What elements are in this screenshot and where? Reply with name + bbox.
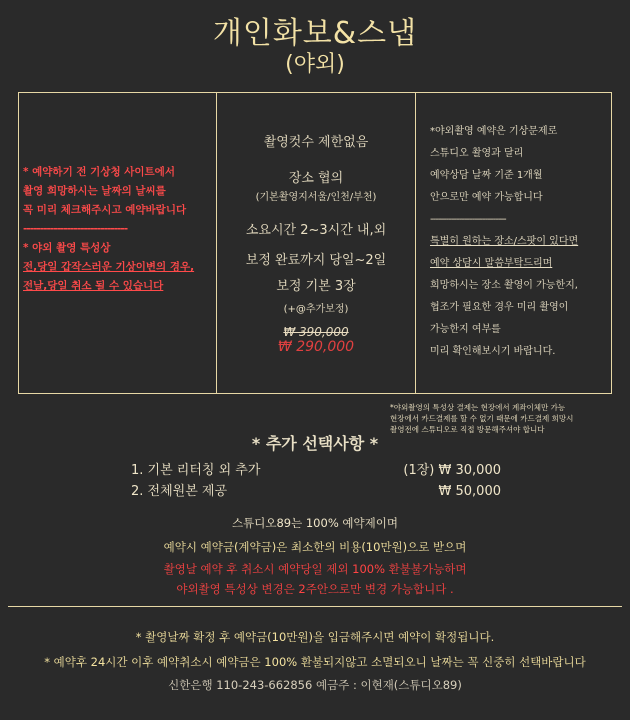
duration: 소요시간 2~3시간 내,외: [245, 223, 387, 238]
list-item: [131, 460, 501, 481]
cancel-policy: * 예약후 24시간 이후 예약취소시 예약금은 100% 환불되지않고 소멸되오니 날짜는 꼭 신중히 선택바랍니다: [44, 655, 586, 669]
divider: -------------------------------: [23, 223, 128, 235]
reservation-info: 스튜디오89는 100% 예약제이며: [232, 516, 398, 530]
warning-column: [19, 93, 217, 393]
warning-line: 촬영 희망하시는 날짜의 날씨를: [23, 185, 166, 197]
extra-price: (1장) ₩ 30,000: [403, 463, 501, 478]
note-line: 협조가 필요한 경우 미리 촬영이: [430, 302, 569, 313]
retouch-time: 보정 완료까지 당일~2일: [245, 253, 387, 268]
note-line: *야외촬영 예약은 기상문제로: [430, 126, 558, 137]
weather-warning: [23, 163, 215, 296]
retouch-count: 보정 기본 3장: [276, 279, 356, 294]
payment-note-line: 촬영전에 스튜디오로 직접 방문해주셔야 합니다: [390, 425, 545, 434]
package-column: [217, 93, 416, 393]
deposit-info: 예약시 예약금(계약금)은 최소한의 비용(10만원)으로 받으며: [163, 540, 467, 554]
info-table: [18, 92, 612, 394]
original-price: ₩ 390,000: [283, 325, 349, 339]
location: 장소 협의: [288, 171, 344, 186]
extras-list: [131, 460, 501, 502]
extra-price: ₩ 50,000: [438, 484, 501, 499]
note-line: 가능한지 여부를: [430, 324, 501, 335]
divider: -----------------------------: [430, 214, 506, 225]
booking-column: [416, 93, 611, 393]
confirm-info: * 촬영날짜 확정 후 예약금(10만원)을 입금해주시면 예약이 확정됩니다.: [135, 630, 495, 644]
package-details: [217, 133, 415, 355]
payment-note-line: *야외촬영의 특성상 결제는 현장에서 계좌이체만 가능: [390, 403, 566, 412]
page-title: 개인화보&스냅: [212, 16, 418, 51]
warning-line: * 야외 촬영 특성상: [23, 242, 111, 254]
shot-count: 촬영컷수 제한없음: [263, 135, 369, 150]
list-item: [131, 481, 501, 502]
note-line: 미리 확인해보시기 바랍니다.: [430, 346, 556, 357]
sale-price: ₩ 290,000: [277, 339, 355, 355]
booking-notes: [430, 121, 608, 363]
page-subtitle: (야외): [285, 52, 345, 77]
note-line: 예약 상담시 말씀부탁드리며: [430, 258, 553, 269]
extra-name: 2. 전체원본 제공: [131, 484, 228, 499]
warning-line: 전날,당일 취소 될 수 있습니다: [23, 280, 164, 292]
extras-title: * 추가 선택사항 *: [251, 434, 379, 453]
divider: [8, 606, 622, 607]
note-line: 안으로만 예약 가능합니다: [430, 192, 543, 203]
note-line: 특별히 원하는 장소/스팟이 있다면: [430, 236, 579, 247]
note-line: 희망하시는 장소 촬영이 가능한지,: [430, 280, 578, 291]
extra-name: 1. 기본 리터칭 외 추가: [131, 463, 261, 478]
note-line: 스튜디오 촬영과 달리: [430, 148, 524, 159]
warning-line: * 예약하기 전 기상청 사이트에서: [23, 166, 175, 178]
retouch-extra: (+@추가보정): [283, 304, 349, 315]
bank-account: 신한은행 110-243-662856 예금주 : 이현재(스튜디오89): [168, 678, 462, 692]
change-info: 야외촬영 특성상 변경은 2주안으로만 변경 가능합니다 .: [176, 582, 454, 596]
payment-note-line: 현장에서 카드결제를 할 수 없기 때문에 카드결제 희망시: [390, 414, 574, 423]
warning-line: 꼭 미리 체크해주시고 예약바랍니다: [23, 204, 187, 216]
warning-line: 전,당일 갑작스러운 기상이변의 경우,: [23, 261, 195, 273]
note-line: 예약상담 날짜 기준 1개월: [430, 170, 543, 181]
location-note: (기본촬영지서울/인천/부천): [255, 192, 377, 203]
refund-info: 촬영날 예약 후 취소시 예약당일 제외 100% 환불불가능하며: [163, 562, 467, 576]
